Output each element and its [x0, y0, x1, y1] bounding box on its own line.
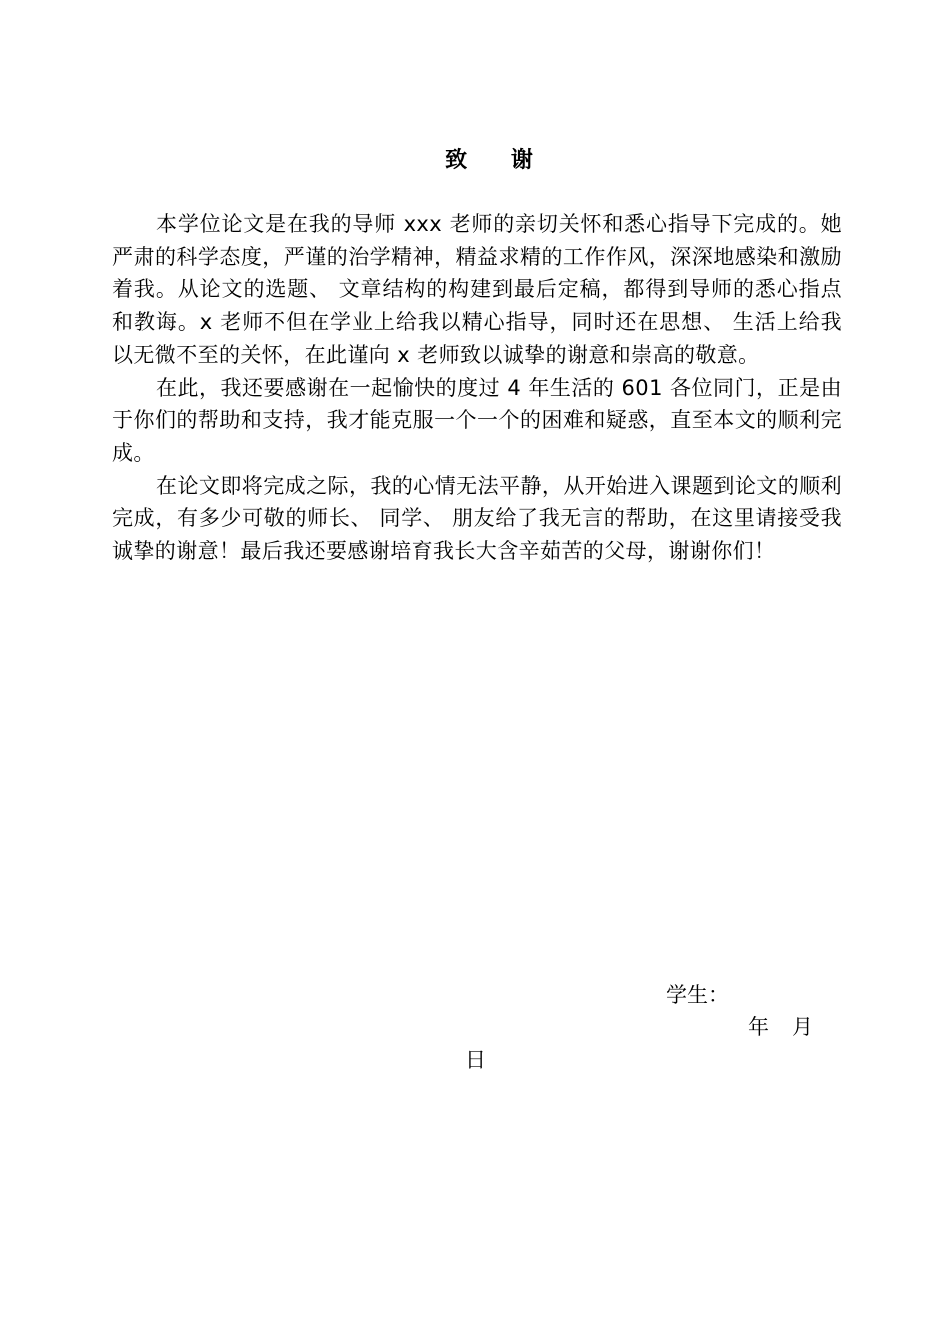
date-day-label: 日: [465, 1048, 486, 1072]
paragraph-classmates: 在此，我还要感谢在一起愉快的度过 4 年生活的 601 各位同门，正是由于你们的帮助和支持，我才能克服一个一个的困难和疑惑，直至本文的顺利完成。: [112, 375, 842, 465]
paragraph-advisor: 本学位论文是在我的导师 xxx 老师的亲切关怀和悉心指导下完成的。她严肃的科学态度，严谨的治学精神，精益求精的工作作风，深深地感染和激励着我。从论文的选题、 文章结构的构建到最后定稿，都得到导师的悉心指点和教诲。x 老师不但在学业上给我以精心指导，同时还在思想、 生活上给我以无微不至的关怀，在此谨向 x 老师致以诚挚的谢意和崇高的敬意。: [112, 212, 842, 367]
date-month-label: 月: [792, 1015, 813, 1039]
paragraph-closing: 在论文即将完成之际，我的心情无法平静，从开始进入课题到论文的顺利完成，有多少可敬的师长、 同学、 朋友给了我无言的帮助，在这里请接受我诚挚的谢意！最后我还要感谢培育我长大含辛茹苦的父母，谢谢你们！: [112, 473, 842, 564]
acknowledgement-body: [112, 208, 842, 568]
date-year-label: 年: [748, 1015, 769, 1039]
student-signature-label: 学生：: [666, 983, 729, 1007]
page-title: 致 谢: [445, 148, 551, 173]
